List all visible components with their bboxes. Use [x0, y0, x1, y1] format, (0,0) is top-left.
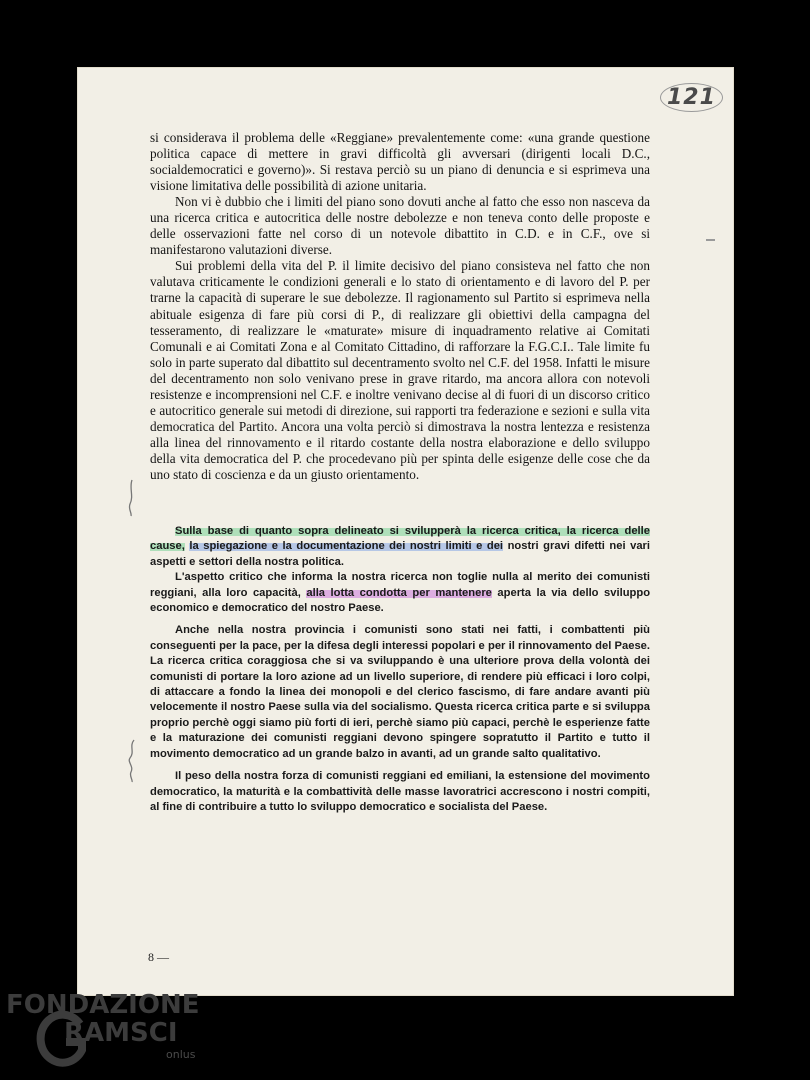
highlight-purple: alla lotta condotta per mantenere — [306, 586, 492, 599]
highlight-blue: la spiegazione e la documentazione dei nostri limiti e dei — [189, 540, 504, 553]
serif-text-block — [150, 130, 650, 483]
sans-text-block — [150, 524, 650, 815]
watermark-line2: RAMSCI — [64, 1018, 178, 1048]
margin-bracket-mark-1 — [126, 478, 136, 518]
paragraph-critical — [150, 570, 650, 616]
paragraph-highlighted — [150, 524, 650, 570]
highlight-green: Sulla base di quanto sopra delineato si svilupperà la ricerca critica, la ricerca delle cause, — [150, 525, 650, 553]
fondazione-gramsci-watermark — [6, 990, 206, 1075]
margin-dash-mark — [706, 239, 715, 241]
paragraph-3: Sui problemi della vita del P. il limite decisivo del piano consisteva nel fatto che non valutava criticamente le condizioni generali e lo stato di orientamento e di lavoro del P. per trarne la capacità di superare le sue debolezze. Il ragionamento sul Partito si esprimeva nella abituale esigenza di fare più corsi di P., di realizzare gli obiettivi della campagna del tesseramento, di realizzare le «maturate» misure di inquadramento relative ai Comitati Comunali e ai Comitati Zona e al Comitato Cittadino, di rafforzare la F.G.C.I.. Tale limite fu solo in parte superato dal dibattito sul decentramento svolto nel C.F. del 1958. Infatti le misure del decentramento non solo venivano prese in grave ritardo, ma ancora allora con notevoli resistenze e incomprensioni nel C.F. e inoltre venivano decise al di fuori di un discorso critico e autocritico generale sui metodi di direzione, sui rapporti tra federazione e sezioni e sulla vita democratica del Partito. Ancora una volta perciò si dimostrava la nostra lentezza e resistenza alla linea del rinnovamento e il ritardo costante della nostra elaborazione e dello sviluppo della vita democratica del P. che procedevano più per spinta delle esigenze delle cose che da uno stato di coscienza e da un giusto orientamento. — [150, 258, 650, 482]
paragraph-critical-end: aperta la via dello sviluppo economico e democratico del nostro Paese. — [150, 586, 651, 615]
paragraph-provincia: Anche nella nostra provincia i comunisti sono stati nei fatti, i combattenti più conseguenti per la pace, per la difesa degli interessi popolari e per il rinnovamento del Paese. La ricerca critica coraggiosa che si va sviluppando è una ulteriore prova della volontà dei comunisti di portare la loro azione ad un livello superiore, di rendere più efficaci i loro colpi, di attaccare a fondo la linea dei monopoli e del clerico fascismo, di fare andare avanti più velocemente il nostro Paese sulla via del socialismo. Questa ricerca critica parte e si sviluppa proprio perchè oggi siamo più forti di ieri, perchè siamo più capaci, perchè le esperienze fatte e la maturazione dei comunisti reggiani devono spingere sopratutto il Partito e tutto il movimento democratico ad un grande balzo in avanti, ad un grande salto qualitativo. — [150, 624, 650, 760]
paragraph-2: Non vi è dubbio che i limiti del piano sono dovuti anche al fatto che esso non nasceva da una ricerca critica e autocritica delle nostre debolezze e non teneva conto delle proposte e delle osservazioni fatte nel corso di un notevole dibattito in C.D. e in C.F., ove si manifestarono valutazioni diverse. — [150, 194, 650, 258]
paragraph-peso: Il peso della nostra forza di comunisti reggiani ed emiliani, la estensione del movimento democratico, la maturità e la combattività delle masse lavoratrici accrescono i nostri compiti, al fine di contribuire a tutto lo sviluppo democratico e socialista del Paese. — [150, 770, 650, 813]
paragraph-1: si considerava il problema delle «Reggiane» prevalentemente come: «una grande questione politica capace di mettere in gravi difficoltà gli avversari (dirigenti locali D.C., socialdemocratici e governo)». Si restava perciò su un piano di denuncia e si esprimeva una visione limitativa delle possibilità di azione unitaria. — [150, 130, 650, 194]
page-number: 8 — — [148, 950, 169, 964]
watermark-line1: FONDAZIONE — [6, 990, 200, 1020]
margin-bracket-mark-2 — [126, 738, 138, 784]
paragraph-critical-start: L'aspetto critico che informa la nostra ricerca non toglie nulla al merito dei comunisti reggiani, alla loro capacità, — [150, 571, 650, 599]
archive-number-stamp: 121 — [660, 83, 723, 112]
paragraph-highlighted-rest: nostri gravi difetti nei vari aspetti e settori della nostra politica. — [150, 540, 651, 568]
watermark-onlus: onlus — [166, 1048, 196, 1061]
